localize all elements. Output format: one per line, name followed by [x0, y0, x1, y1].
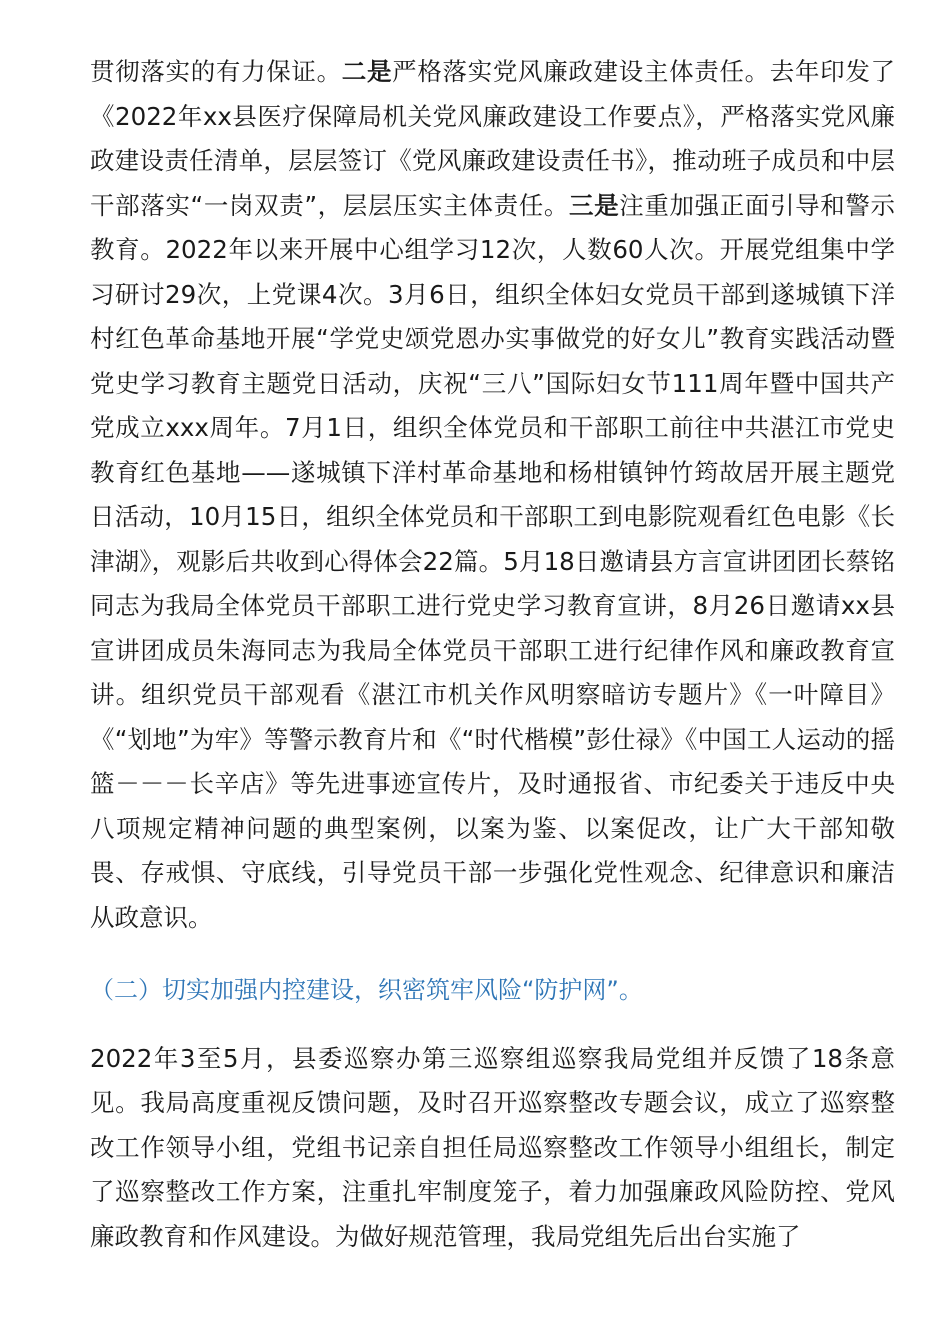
- emphasis-san-shi: 三是: [568, 190, 620, 220]
- paragraph-1-text-a: 贯彻落实的有力保证。: [90, 57, 342, 86]
- document-page: [90, 50, 895, 1259]
- emphasis-er-shi: 二是: [341, 57, 393, 86]
- paragraph-1-text-c: 注重加强正面引导和警示教育。2022年以来开展中心组学习12次，人数60人次。开展党组集中学习研讨29次，上党课4次。3月6日，组织全体妇女党员干部到遂城镇下洋村红色革命基地开展“学党史颂党恩办实事做党的好女儿”教育实践活动暨党史学习教育主题党日活动，庆祝“三八”国际妇女节111周年暨中国共产党成立xxx周年。7月1日，组织全体党员和干部职工前往中共湛江市党史教育红色基地——遂城镇下洋村革命基地和杨柑镇钟竹筠故居开展主题党日活动，10月15日，组织全体党员和干部职工到电影院观看红色电影《长津湖》，观影后共收到心得体会22篇。5月18日邀请县方言宣讲团团长蔡铭同志为我局全体党员干部职工进行党史学习教育宣讲，8月26日邀请xx县宣讲团成员朱海同志为我局全体党员干部职工进行纪律作风和廉政教育宣讲。组织党员干部观看《湛江市机关作风明察暗访专题片》《一叶障目》《“划地”为牢》等警示教育片和《“时代楷模”彭仕禄》《中国工人运动的摇篮－－－长辛店》等先进事迹宣传片，及时通报省、市纪委关于违反中央八项规定精神问题的典型案例，以案为鉴、以案促改，让广大干部知敬畏、存戒惧、守底线，引导党员干部一步强化党性观念、纪律意识和廉洁从政意识。: [90, 190, 896, 932]
- paragraph-1-text-b: 严格落实党风廉政建设主体责任。去年印发了《2022年xx县医疗保障局机关党风廉政建设工作要点》，严格落实党风廉政建设责任清单，层层签订《党风廉政建设责任书》，推动班子成员和中层干部落实“一岗双责”，层层压实主体责任。: [90, 57, 896, 220]
- section-heading: （二）切实加强内控建设，织密筑牢风险“防护网”。: [90, 976, 643, 1004]
- body-paragraph-2: 2022年3至5月，县委巡察办第三巡察组巡察我局党组并反馈了18条意见。我局高度重视反馈问题，及时召开巡察整改专题会议，成立了巡察整改工作领导小组，党组书记亲自担任局巡察整改工作领导小组组长，制定了巡察整改工作方案，注重扎牢制度笼子，着力加强廉政风险防控、党风廉政教育和作风建设。为做好规范管理，我局党组先后出台实施了: [90, 1043, 895, 1251]
- body-paragraph-1: [90, 50, 895, 940]
